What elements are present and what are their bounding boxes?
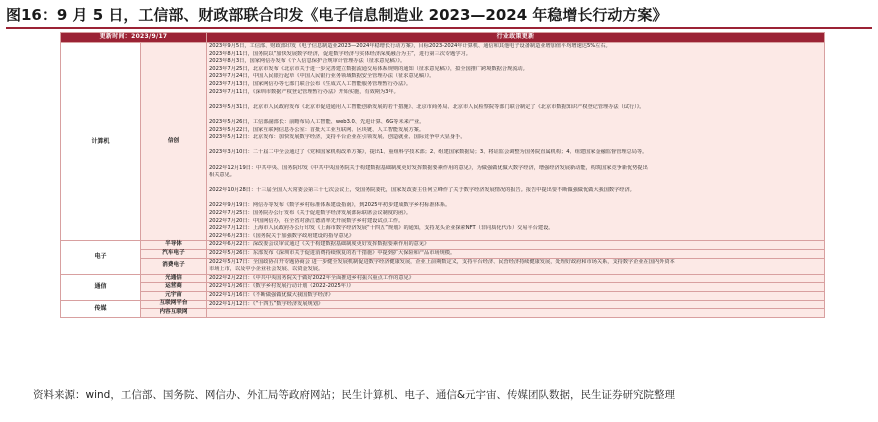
policy-line: 2022年7月25日：国务院办公厅发布《关于促进数字经济发展部际联席会议制度的函》。 xyxy=(209,210,412,217)
subsector-cell: 光通信 xyxy=(141,274,207,283)
table-row xyxy=(61,258,825,274)
policy-line: 2023年5月31日，北京市人民政府发布《北京市促进通用人工智能创新发展的若干措施》、北京市商务局、北京市人民检察院等部门联合制定了《北京市数据知识产权登记管理办法（试行）》。 xyxy=(209,103,645,110)
policy-cell xyxy=(207,274,825,283)
policy-line: 2023年9月5日，工信部、财政部印发《电子信息制造业2023—2024年稳增长行动方案》，目标2023-2024年计算机、通信和其他电子设备制造业增加值平均增速达5%左右。 xyxy=(209,43,611,49)
policy-cell xyxy=(207,258,825,274)
title-divider xyxy=(6,27,872,29)
subsector-cell: 运营商 xyxy=(141,283,207,292)
policy-line: 2023年7月13日，国家网信办等七部门联合公布《生成式人工智能服务管理暂行办法》。 xyxy=(209,80,412,87)
table-row xyxy=(61,300,825,309)
policy-line xyxy=(209,180,822,188)
policy-line xyxy=(209,142,822,150)
policy-line: 2022年7月20日：中国网信办，在全省对浙江德清率先开展数字乡村建设试点工作。 xyxy=(209,217,404,224)
policy-line: 2022年5月26日：东部发布《深圳市关于促进消费持续恢复的若干措施》中提到扩大保险和产品市场规模。 xyxy=(209,250,456,257)
subsector-cell: 半导体 xyxy=(141,241,207,250)
policy-line: 市场上市，以及中小企业社会发展、以资金发展。 xyxy=(209,266,324,273)
policy-line: 2023年5月22日，国家互联网信息办公室：首批大工业互联网、区块链、人工智能发展方案。 xyxy=(209,126,425,133)
policy-cell xyxy=(207,250,825,259)
policy-table xyxy=(60,32,825,318)
policy-cell xyxy=(207,283,825,292)
policy-line: 2023年7月11日，《深圳市数据产权登记管理暂行办法》开始实施，有效期为3年。 xyxy=(209,88,399,95)
table-row xyxy=(61,283,825,292)
policy-line: 2022年1月16日：《不断做强做优做大我国数字经济》 xyxy=(209,292,334,298)
policy-line: 2023年8月3日，国家网信办发布《个人信息保护合规审计管理办法（征求意见稿）》。 xyxy=(209,58,406,65)
policy-line xyxy=(209,309,822,317)
policy-line: 2022年2月22日：《中共中央国务院关于做好2022年全面推进乡村振兴重点工作的意见》 xyxy=(209,274,414,281)
policy-line xyxy=(209,111,822,119)
policy-cell xyxy=(207,241,825,250)
subsector-cell: 消费电子 xyxy=(141,258,207,274)
table-row xyxy=(61,241,825,250)
category-cell: 电子 xyxy=(61,241,141,274)
policy-table-body xyxy=(61,43,825,318)
policy-update-header: 行业政策更新 xyxy=(207,33,825,43)
table-row xyxy=(61,250,825,259)
table-row xyxy=(61,309,825,318)
subsector-cell: 互联网平台 xyxy=(141,300,207,309)
subsector-cell: 汽车电子 xyxy=(141,250,207,259)
policy-line: 相关意见。 xyxy=(209,172,235,179)
policy-line: 2023年3月10日：二十届二中全会通过了《党和国家机构改革方案》，提出1、重组科学技术部；2、组建国家数据局；3、将证监会调整为国务院直属机构；4、组建国家金融监督管理总局等。 xyxy=(209,149,648,156)
policy-cell xyxy=(207,309,825,318)
policy-line: 2022年1月12日：《“十四五”数字经济发展规划》 xyxy=(209,300,324,307)
policy-cell xyxy=(207,43,825,241)
category-cell: 传媒 xyxy=(61,300,141,317)
figure-title: 图16：9 月 5 日，工信部、财政部联合印发《电子信息制造业 2023—2024 年稳增长行动方案》 xyxy=(6,6,668,24)
category-cell: 计算机 xyxy=(61,43,141,241)
policy-line xyxy=(209,96,822,104)
policy-line xyxy=(209,157,822,165)
policy-cell xyxy=(207,292,825,301)
subsector-cell: 信创 xyxy=(141,43,207,241)
policy-line: 2023年5月26日，工信部副部长：前瞻布局人工智能、web3.0、先进计算、6G等未来产业。 xyxy=(209,118,425,125)
category-cell: 通信 xyxy=(61,274,141,300)
policy-line: 2022年5月17日：全国政协召开专题协商会 进一步健全发展机制促进数字经济健康发展，企业上前期数定义，支持平台经济、民营经济持续健康发展，处理好政府和市场关系，支持数字企业在国内外资本 xyxy=(209,258,675,265)
subsector-cell: 内容互联网 xyxy=(141,309,207,318)
table-row xyxy=(61,274,825,283)
table-row xyxy=(61,43,825,241)
policy-line: 2023年7月25日，北京市发布《北京市关于进一步完善建立数据流通交易体系规则的通知（征求意见稿）》，拟全国推广跨境数据合规流动。 xyxy=(209,65,528,72)
policy-line: 2022年10月28日：十三届全国人大常委会第三十七次会议上，受国务院委托，国家发改委主任何立峰作了关于数字经济发展情况的报告。报告中提出要不断做强做优做大我国数字经济。 xyxy=(209,187,635,194)
policy-line xyxy=(209,195,822,203)
policy-line: 2023年5月12日：北京发布：加快发展数字经济，支持平台企业在引领发展、创造就业、国际竞争中大显身手。 xyxy=(209,134,466,141)
table-row xyxy=(61,292,825,301)
policy-line: 2022年6月23日：《国务院关于加强数字政府建设的指导意见》 xyxy=(209,232,355,239)
policy-line: 2023年8月11日，国务院以“加快发展数字经济，促进数字经济与实体经济深度融合为主”，进行第三次专题学习。 xyxy=(209,50,471,57)
policy-line: 2023年7月24日，中国人民银行起草《中国人民银行业务领域数据安全管理办法（征求意见稿）》。 xyxy=(209,73,435,80)
policy-line: 2022年1月26日：《数字乡村发展行动计划（2022-2025年）》 xyxy=(209,283,354,290)
policy-line: 2022年12月19日：中共中央、国务院印发《中共中央国务院关于构建数据基础制度更好发挥数据要素作用的意见》，为做强做优做大数字经济，增强经济发展新动能，构筑国家竞争新优势提出 xyxy=(209,164,648,171)
source-note: 资料来源：wind，工信部、国务院、网信办、外汇局等政府网站；民生计算机、电子、通信&元宇宙、传媒团队数据，民生证券研究院整理 xyxy=(33,389,676,401)
subsector-cell: 元宇宙 xyxy=(141,292,207,301)
update-date-header: 更新时间：2023/9/17 xyxy=(61,33,207,43)
policy-line: 2022年6月22日：深改委会议审议通过《关于构建数据基础制度更好发挥数据要素作用的意见》 xyxy=(209,241,430,248)
policy-line: 2022年9月19日：网信办等发布《数字乡村标准体系建设指南》，到2025年初步建成数字乡村标准体系。 xyxy=(209,202,451,209)
policy-line: 2022年7月12日：上海市人民政府办公厅印发《上海市数字经济发展“十四五”规划》的通知，支持龙头企业探索NFT（非同质化代币）交易平台建设。 xyxy=(209,225,554,232)
policy-cell xyxy=(207,300,825,309)
